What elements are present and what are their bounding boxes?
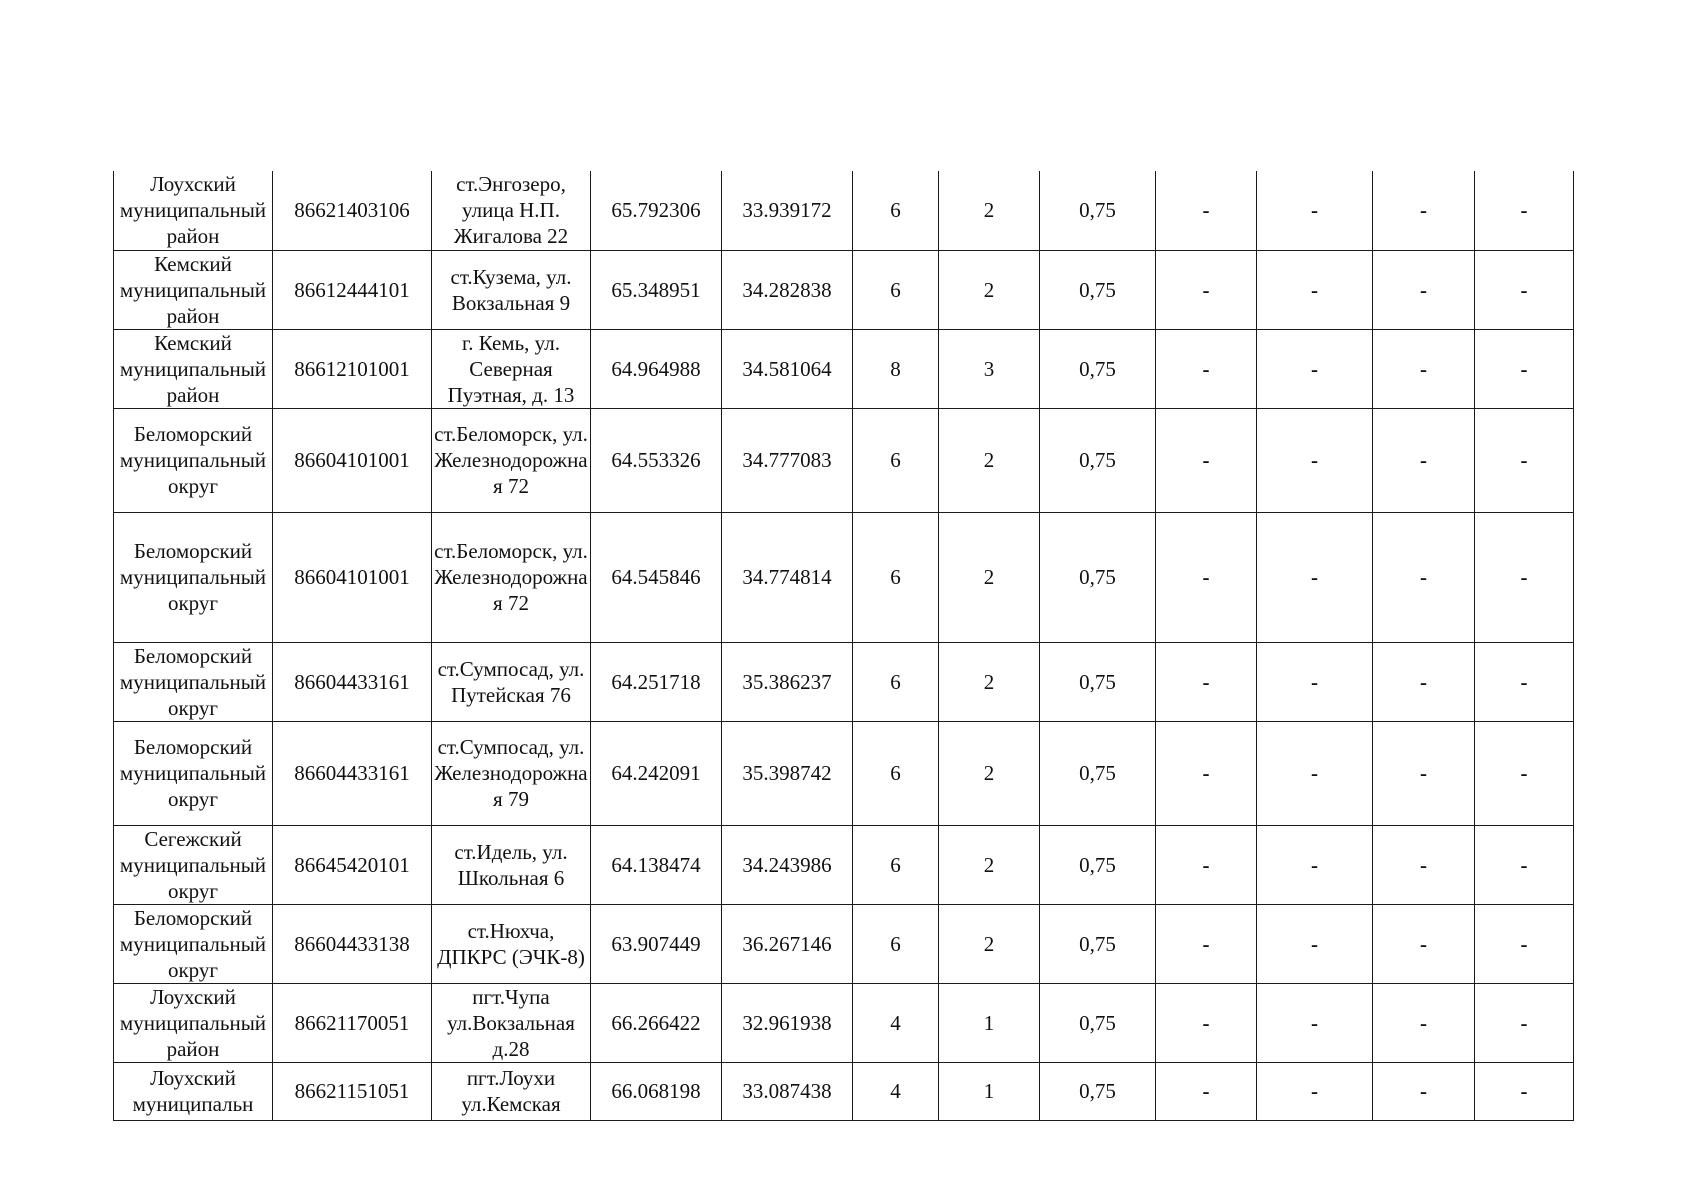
dash-cell: - <box>1475 512 1574 642</box>
oktmo-cell: 86612101001 <box>273 329 432 408</box>
dash-cell: - <box>1373 825 1475 904</box>
dash-cell: - <box>1257 1062 1373 1120</box>
value-cell: 6 <box>853 642 939 721</box>
longitude-cell: 32.961938 <box>722 983 853 1062</box>
table-body <box>114 171 1574 1120</box>
table-row <box>114 329 1574 408</box>
dash-cell: - <box>1257 171 1373 250</box>
dash-cell: - <box>1156 512 1257 642</box>
latitude-cell: 65.792306 <box>591 171 722 250</box>
table-row <box>114 408 1574 512</box>
oktmo-cell: 86621403106 <box>273 171 432 250</box>
address-cell: пгт.Лоухи ул.Кемская <box>432 1062 591 1120</box>
longitude-cell: 34.243986 <box>722 825 853 904</box>
oktmo-cell: 86604101001 <box>273 512 432 642</box>
district-cell: Лоухский муниципальный район <box>114 171 273 250</box>
dash-cell: - <box>1475 825 1574 904</box>
value-cell: 2 <box>939 825 1040 904</box>
dash-cell: - <box>1475 171 1574 250</box>
dash-cell: - <box>1257 825 1373 904</box>
latitude-cell: 64.964988 <box>591 329 722 408</box>
dash-cell: - <box>1257 512 1373 642</box>
value-cell: 0,75 <box>1040 1062 1156 1120</box>
dash-cell: - <box>1156 904 1257 983</box>
value-cell: 0,75 <box>1040 983 1156 1062</box>
value-cell: 2 <box>939 642 1040 721</box>
dash-cell: - <box>1373 983 1475 1062</box>
dash-cell: - <box>1156 642 1257 721</box>
dash-cell: - <box>1373 171 1475 250</box>
dash-cell: - <box>1257 904 1373 983</box>
oktmo-cell: 86612444101 <box>273 250 432 329</box>
oktmo-cell: 86604101001 <box>273 408 432 512</box>
value-cell: 8 <box>853 329 939 408</box>
dash-cell: - <box>1475 329 1574 408</box>
longitude-cell: 34.774814 <box>722 512 853 642</box>
value-cell: 0,75 <box>1040 408 1156 512</box>
dash-cell: - <box>1475 250 1574 329</box>
latitude-cell: 66.068198 <box>591 1062 722 1120</box>
value-cell: 3 <box>939 329 1040 408</box>
value-cell: 2 <box>939 904 1040 983</box>
value-cell: 4 <box>853 1062 939 1120</box>
address-cell: г. Кемь, ул. Северная Пуэтная, д. 13 <box>432 329 591 408</box>
district-cell: Беломорский муниципальный округ <box>114 904 273 983</box>
latitude-cell: 63.907449 <box>591 904 722 983</box>
address-cell: ст.Сумпосад, ул. Путейская 76 <box>432 642 591 721</box>
oktmo-cell: 86604433138 <box>273 904 432 983</box>
address-cell: ст.Идель, ул. Школьная 6 <box>432 825 591 904</box>
table-row <box>114 1062 1574 1120</box>
longitude-cell: 33.087438 <box>722 1062 853 1120</box>
dash-cell: - <box>1156 329 1257 408</box>
table-row <box>114 250 1574 329</box>
value-cell: 2 <box>939 721 1040 825</box>
value-cell: 0,75 <box>1040 171 1156 250</box>
table-row <box>114 825 1574 904</box>
district-cell: Лоухский муниципальный район <box>114 983 273 1062</box>
district-cell: Беломорский муниципальный округ <box>114 408 273 512</box>
dash-cell: - <box>1373 512 1475 642</box>
dash-cell: - <box>1373 250 1475 329</box>
district-cell: Беломорский муниципальный округ <box>114 721 273 825</box>
table-row <box>114 904 1574 983</box>
dash-cell: - <box>1475 408 1574 512</box>
value-cell: 4 <box>853 983 939 1062</box>
latitude-cell: 64.138474 <box>591 825 722 904</box>
address-cell: пгт.Чупа ул.Вокзальная д.28 <box>432 983 591 1062</box>
value-cell: 1 <box>939 983 1040 1062</box>
dash-cell: - <box>1475 983 1574 1062</box>
longitude-cell: 36.267146 <box>722 904 853 983</box>
dash-cell: - <box>1156 1062 1257 1120</box>
district-cell: Кемский муниципальный район <box>114 250 273 329</box>
dash-cell: - <box>1475 642 1574 721</box>
latitude-cell: 64.251718 <box>591 642 722 721</box>
dash-cell: - <box>1156 983 1257 1062</box>
table-row <box>114 721 1574 825</box>
oktmo-cell: 86645420101 <box>273 825 432 904</box>
dash-cell: - <box>1475 721 1574 825</box>
dash-cell: - <box>1257 408 1373 512</box>
dash-cell: - <box>1156 171 1257 250</box>
dash-cell: - <box>1156 408 1257 512</box>
longitude-cell: 34.581064 <box>722 329 853 408</box>
latitude-cell: 64.545846 <box>591 512 722 642</box>
dash-cell: - <box>1156 250 1257 329</box>
address-cell: ст.Энгозеро, улица Н.П. Жигалова 22 <box>432 171 591 250</box>
dash-cell: - <box>1475 1062 1574 1120</box>
dash-cell: - <box>1156 721 1257 825</box>
value-cell: 2 <box>939 408 1040 512</box>
value-cell: 6 <box>853 171 939 250</box>
district-cell: Кемский муниципальный район <box>114 329 273 408</box>
address-cell: ст.Кузема, ул. Вокзальная 9 <box>432 250 591 329</box>
value-cell: 2 <box>939 250 1040 329</box>
dash-cell: - <box>1257 250 1373 329</box>
latitude-cell: 66.266422 <box>591 983 722 1062</box>
dash-cell: - <box>1156 825 1257 904</box>
dash-cell: - <box>1257 721 1373 825</box>
address-cell: ст.Нюхча, ДПКРС (ЭЧК-8) <box>432 904 591 983</box>
table-row <box>114 983 1574 1062</box>
dash-cell: - <box>1257 329 1373 408</box>
district-cell: Беломорский муниципальный округ <box>114 512 273 642</box>
value-cell: 1 <box>939 1062 1040 1120</box>
oktmo-cell: 86621151051 <box>273 1062 432 1120</box>
value-cell: 0,75 <box>1040 642 1156 721</box>
longitude-cell: 35.398742 <box>722 721 853 825</box>
dash-cell: - <box>1373 1062 1475 1120</box>
address-cell: ст.Беломорск, ул. Железнодорожная 72 <box>432 408 591 512</box>
value-cell: 6 <box>853 250 939 329</box>
district-cell: Сегежский муниципальный округ <box>114 825 273 904</box>
dash-cell: - <box>1373 642 1475 721</box>
value-cell: 0,75 <box>1040 329 1156 408</box>
oktmo-cell: 86604433161 <box>273 642 432 721</box>
dash-cell: - <box>1257 983 1373 1062</box>
value-cell: 2 <box>939 512 1040 642</box>
value-cell: 0,75 <box>1040 250 1156 329</box>
longitude-cell: 33.939172 <box>722 171 853 250</box>
table-row <box>114 512 1574 642</box>
dash-cell: - <box>1373 904 1475 983</box>
latitude-cell: 64.242091 <box>591 721 722 825</box>
dash-cell: - <box>1257 642 1373 721</box>
value-cell: 0,75 <box>1040 825 1156 904</box>
address-cell: ст.Беломорск, ул. Железнодорожная 72 <box>432 512 591 642</box>
latitude-cell: 65.348951 <box>591 250 722 329</box>
value-cell: 6 <box>853 904 939 983</box>
district-cell: Лоухский муниципальн <box>114 1062 273 1120</box>
value-cell: 6 <box>853 512 939 642</box>
longitude-cell: 34.777083 <box>722 408 853 512</box>
longitude-cell: 35.386237 <box>722 642 853 721</box>
longitude-cell: 34.282838 <box>722 250 853 329</box>
dash-cell: - <box>1373 721 1475 825</box>
oktmo-cell: 86621170051 <box>273 983 432 1062</box>
value-cell: 6 <box>853 721 939 825</box>
table-row <box>114 642 1574 721</box>
value-cell: 6 <box>853 408 939 512</box>
dash-cell: - <box>1373 329 1475 408</box>
value-cell: 0,75 <box>1040 721 1156 825</box>
district-cell: Беломорский муниципальный округ <box>114 642 273 721</box>
registry-table <box>113 171 1574 1121</box>
dash-cell: - <box>1475 904 1574 983</box>
address-cell: ст.Сумпосад, ул. Железнодорожная 79 <box>432 721 591 825</box>
value-cell: 0,75 <box>1040 512 1156 642</box>
latitude-cell: 64.553326 <box>591 408 722 512</box>
value-cell: 0,75 <box>1040 904 1156 983</box>
value-cell: 6 <box>853 825 939 904</box>
table-row <box>114 171 1574 250</box>
value-cell: 2 <box>939 171 1040 250</box>
dash-cell: - <box>1373 408 1475 512</box>
oktmo-cell: 86604433161 <box>273 721 432 825</box>
